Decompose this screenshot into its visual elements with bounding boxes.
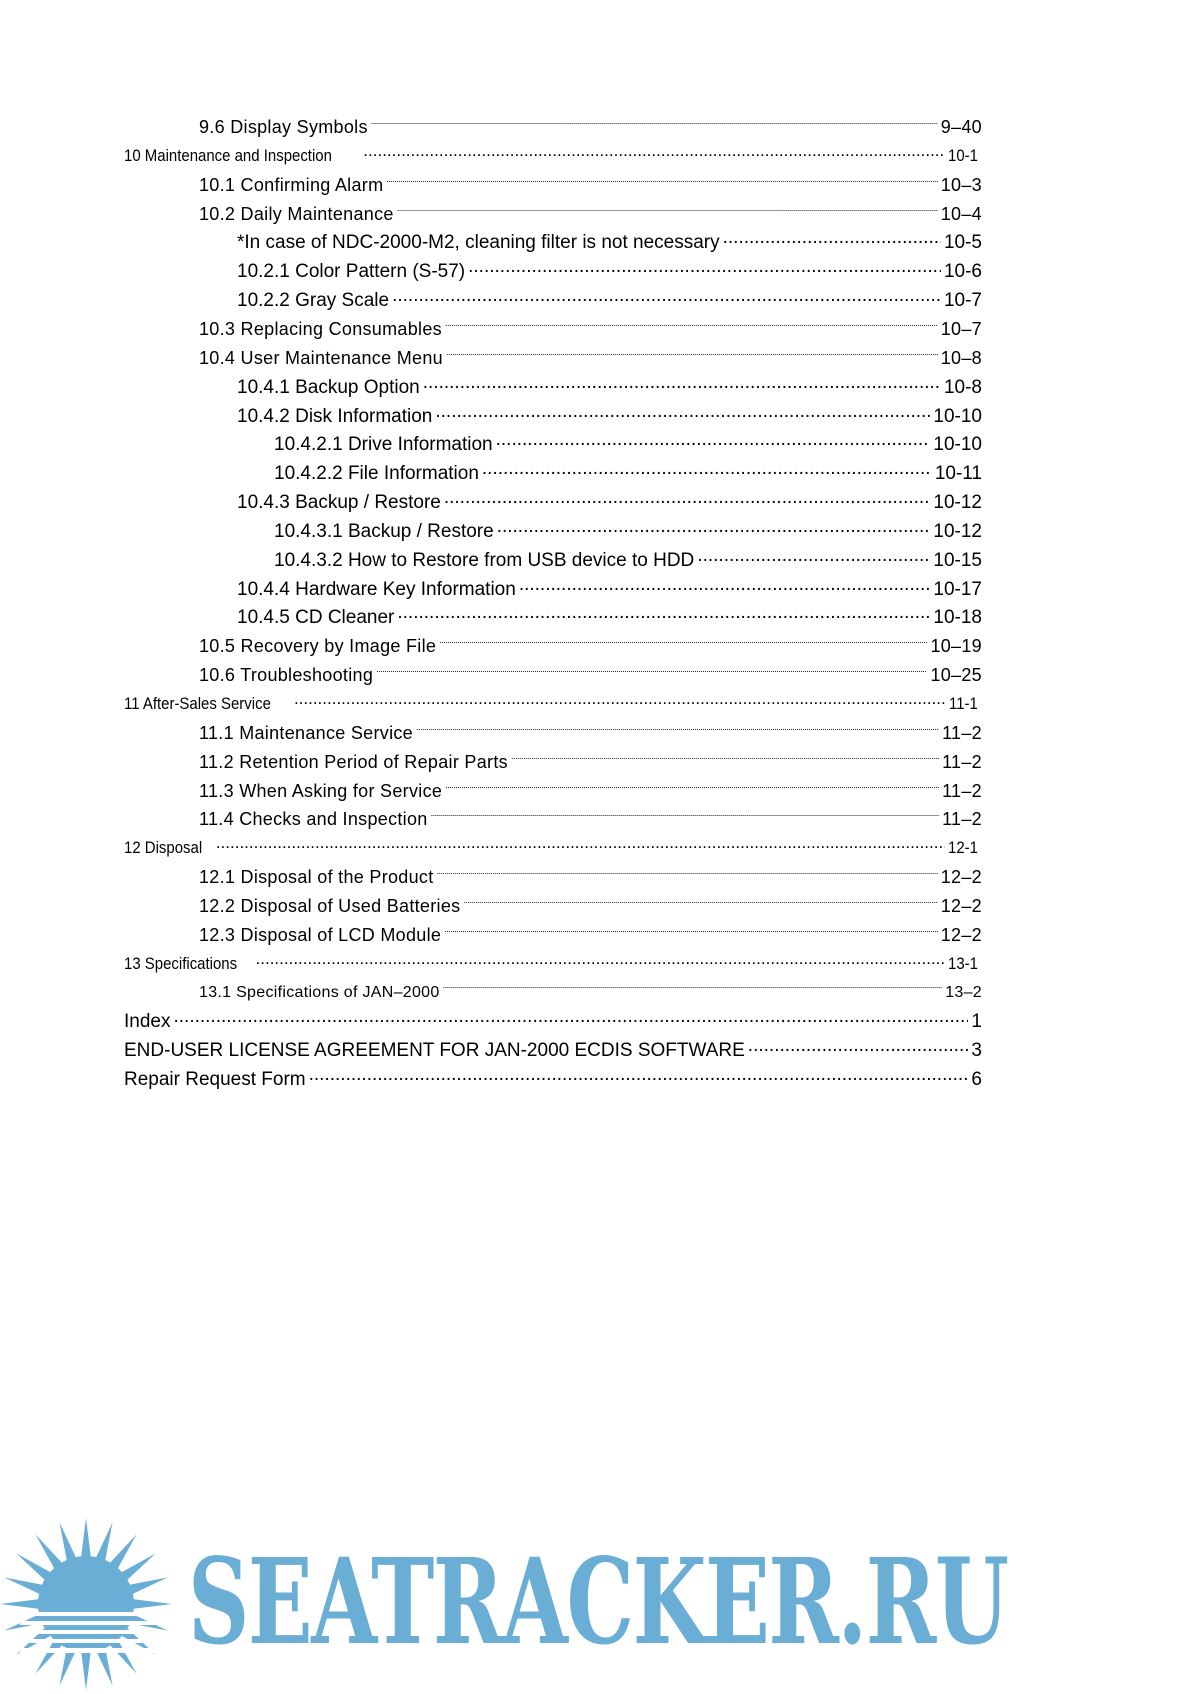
dot-leader (256, 952, 945, 969)
toc-entry-page: 10-1 (947, 145, 978, 165)
dot-leader (363, 144, 945, 161)
toc-entry[interactable] (199, 980, 982, 1006)
toc-entry[interactable] (237, 287, 982, 313)
toc-entry[interactable] (124, 951, 982, 977)
toc-entry-title: 10.4.3.1 Backup / Restore (274, 520, 494, 542)
toc-entry[interactable] (199, 316, 982, 342)
toc-entry[interactable] (124, 1066, 982, 1092)
toc-entry-title: Index (124, 1011, 171, 1033)
dot-leader (511, 750, 939, 768)
toc-entry-page: 10–25 (930, 665, 982, 686)
toc-entry-title: END-USER LICENSE AGREEMENT FOR JAN-2000 ECDIS SOFTWARE (124, 1040, 745, 1062)
dot-leader (723, 229, 941, 248)
toc-entry-page: 11–2 (942, 722, 982, 743)
toc-entry-title: 10.1 Confirming Alarm (199, 174, 384, 195)
toc-entry[interactable] (199, 662, 982, 688)
toc-entry-page: 10–4 (940, 203, 982, 224)
toc-entry[interactable] (237, 374, 982, 400)
toc-entry-page: 10-17 (933, 578, 982, 600)
toc-entry-title: 10.4.2.1 Drive Information (274, 434, 493, 456)
toc-entry[interactable] (274, 431, 982, 457)
dot-leader (445, 779, 939, 797)
toc-entry-title: 12.2 Disposal of Used Batteries (199, 895, 461, 916)
toc-entry-title: 10.4.4 Hardware Key Information (237, 578, 516, 600)
sun-ray (81, 1648, 92, 1690)
dot-leader (423, 374, 941, 393)
dot-leader (497, 518, 931, 537)
toc-entry-title: 11 After-Sales Service (124, 694, 271, 713)
toc-entry-title: 13 Specifications (124, 953, 238, 973)
toc-entry[interactable] (237, 258, 982, 284)
toc-entry-page: 10–7 (940, 318, 982, 339)
dot-leader (216, 836, 945, 853)
dot-leader (386, 173, 937, 191)
dot-leader (371, 115, 938, 133)
toc-entry-title: 10.4.2 Disk Information (237, 405, 433, 427)
watermark-text: SEATRACKER.RU (188, 1532, 1008, 1671)
sun-logo-icon (0, 1515, 190, 1694)
toc-entry[interactable] (199, 806, 982, 832)
toc-entry[interactable] (274, 518, 982, 544)
toc-entry[interactable] (237, 403, 982, 429)
sun-ray (130, 1599, 172, 1610)
toc-entry-page: 10-7 (943, 290, 982, 312)
dot-leader (443, 981, 943, 997)
toc-entry-page: 10-11 (934, 463, 982, 485)
toc-entry[interactable] (124, 1008, 982, 1034)
dot-leader (416, 721, 939, 739)
dot-leader (309, 1066, 969, 1085)
toc-entry-page: 10-8 (943, 376, 982, 398)
toc-entry-title: 10.4.3.2 How to Restore from USB device to HDD (274, 549, 695, 571)
dot-leader (444, 923, 938, 941)
dot-leader (437, 865, 938, 883)
dot-leader (463, 894, 937, 912)
toc-entry[interactable] (237, 576, 982, 602)
toc-entry[interactable] (237, 229, 982, 255)
toc-entry-title: 9.6 Display Symbols (199, 117, 368, 137)
toc-entry[interactable] (199, 201, 982, 227)
toc-entry-title: 10.5 Recovery by Image File (199, 636, 437, 657)
toc-entry-page: 10-5 (943, 232, 982, 254)
toc-entry[interactable] (199, 922, 982, 948)
dot-leader (435, 403, 930, 422)
toc-entry-title: 10.2.1 Color Pattern (S-57) (237, 261, 466, 283)
toc-entry-title: 11.3 When Asking for Service (199, 780, 443, 801)
sun-ray (0, 1599, 42, 1610)
toc-entry-title: 10.3 Replacing Consumables (199, 318, 442, 339)
dot-leader (519, 576, 931, 595)
dot-leader (392, 287, 941, 306)
dot-leader (294, 692, 946, 709)
toc-entry-page: 12-1 (947, 838, 978, 858)
toc-entry-title: 10.4.1 Backup Option (237, 376, 420, 398)
toc-entry[interactable] (237, 604, 982, 630)
toc-entry-page: 9–40 (940, 117, 982, 137)
toc-entry-page: 12–2 (940, 867, 982, 888)
toc-entry-title: 10 Maintenance and Inspection (124, 145, 332, 165)
toc-entry-page: 13-1 (947, 953, 978, 973)
toc-entry[interactable] (199, 778, 982, 804)
toc-entry-title: 10.2.2 Gray Scale (237, 290, 390, 312)
toc-entry-title: 10.4 User Maintenance Menu (199, 347, 443, 368)
toc-entry[interactable] (124, 143, 982, 169)
toc-entry-page: 10–19 (930, 636, 982, 657)
toc-entry[interactable] (199, 345, 982, 371)
dot-leader (376, 663, 927, 681)
dot-leader (397, 202, 938, 220)
dot-leader (482, 460, 932, 479)
toc-entry-title: *In case of NDC-2000-M2, cleaning filter is not necessary (237, 232, 720, 254)
toc-entry-title: 10.4.3 Backup / Restore (237, 492, 441, 514)
dot-leader (431, 807, 939, 825)
toc-entry-page: 10-10 (933, 434, 982, 456)
toc-entry-page: 10–3 (940, 174, 982, 195)
toc-entry-page: 10-15 (933, 549, 982, 571)
toc-entry-page: 11–2 (942, 780, 982, 801)
toc-entry[interactable] (199, 633, 982, 659)
toc-entry-page: 10–8 (940, 347, 982, 368)
dot-leader (397, 604, 930, 623)
dot-leader (468, 258, 941, 277)
toc-entry-page: 11-1 (949, 694, 979, 713)
toc-entry-page: 11–2 (942, 809, 982, 830)
dot-leader (446, 346, 938, 364)
toc-entry[interactable] (199, 749, 982, 775)
toc-entry-page: 12–2 (940, 924, 982, 945)
toc-entry[interactable] (199, 893, 982, 919)
toc-entry-page: 13–2 (945, 983, 982, 1001)
toc-entry-page: 10-18 (933, 607, 982, 629)
toc-entry-title: 10.4.5 CD Cleaner (237, 607, 395, 629)
toc-entry-page: 6 (971, 1069, 982, 1091)
toc-entry-title: 11.1 Maintenance Service (199, 722, 413, 743)
toc-entry-title: 11.2 Retention Period of Repair Parts (199, 751, 508, 772)
toc-entry-title: 12 Disposal (124, 838, 203, 858)
toc-entry-title: 10.4.2.2 File Information (274, 463, 479, 485)
toc-entry-title: 10.6 Troubleshooting (199, 665, 374, 686)
toc-entry-page: 12–2 (940, 895, 982, 916)
toc-entry-title: 12.1 Disposal of the Product (199, 867, 434, 888)
dot-leader (439, 634, 927, 652)
toc-entry[interactable] (199, 864, 982, 890)
toc-entry-title: 11.4 Checks and Inspection (199, 809, 428, 830)
dot-leader (173, 1008, 968, 1027)
toc-entry[interactable] (124, 691, 982, 717)
toc-entry[interactable] (274, 460, 982, 486)
toc-entry-page: 3 (971, 1040, 982, 1062)
toc-entry-page: 10-12 (933, 520, 982, 542)
toc-entry[interactable] (124, 835, 982, 861)
toc-entry[interactable] (199, 114, 982, 140)
toc-entry[interactable] (124, 1037, 982, 1063)
toc-entry-page: 10-12 (933, 492, 982, 514)
toc-entry-page: 10-6 (943, 261, 982, 283)
dot-leader (748, 1037, 969, 1056)
dot-leader (697, 547, 930, 566)
toc-entry-page: 11–2 (942, 751, 982, 772)
toc-entry-title: Repair Request Form (124, 1069, 306, 1091)
toc-entry[interactable] (199, 172, 982, 198)
toc-entry[interactable] (237, 489, 982, 515)
toc-entry[interactable] (274, 547, 982, 573)
toc-entry-title: 12.3 Disposal of LCD Module (199, 924, 442, 945)
dot-leader (445, 317, 938, 335)
toc-entry-title: 10.2 Daily Maintenance (199, 203, 394, 224)
dot-leader (496, 431, 931, 450)
sun-ray (81, 1518, 92, 1560)
toc-entry-page: 10-10 (933, 405, 982, 427)
toc-entry-page: 1 (971, 1011, 982, 1033)
toc-entry[interactable] (199, 720, 982, 746)
dot-leader (444, 489, 931, 508)
toc-entry-title: 13.1 Specifications of JAN–2000 (199, 983, 440, 1001)
